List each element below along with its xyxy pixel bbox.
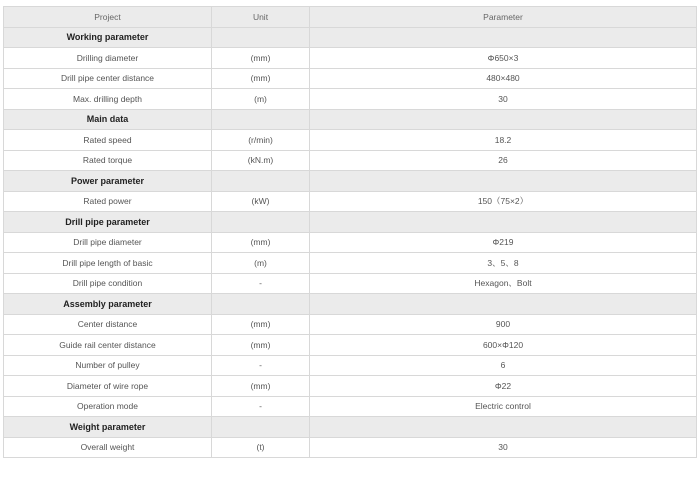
section-empty-cell [310,171,697,192]
parameter-cell: 150（75×2） [310,191,697,212]
table-row [4,376,697,397]
unit-cell: (m) [212,253,310,274]
unit-cell: (kW) [212,191,310,212]
unit-cell: - [212,396,310,417]
parameter-cell: 480×480 [310,68,697,89]
header-parameter: Parameter [310,7,697,28]
section-empty-cell [212,109,310,130]
header-project: Project [4,7,212,28]
project-cell: Drilling diameter [4,48,212,69]
table-row [4,437,697,458]
section-row-main-data [4,109,697,130]
table-row [4,150,697,171]
section-title: Weight parameter [4,417,212,438]
table-row [4,355,697,376]
unit-cell: (mm) [212,335,310,356]
unit-cell: (m) [212,89,310,110]
section-empty-cell [212,417,310,438]
section-row-assembly [4,294,697,315]
parameter-cell: Φ22 [310,376,697,397]
unit-cell: (mm) [212,48,310,69]
section-empty-cell [310,294,697,315]
parameter-cell: 30 [310,437,697,458]
section-row-power [4,171,697,192]
section-title: Working parameter [4,27,212,48]
section-title: Main data [4,109,212,130]
parameter-cell: Hexagon、Bolt [310,273,697,294]
unit-cell: - [212,355,310,376]
section-title: Drill pipe parameter [4,212,212,233]
project-cell: Drill pipe length of basic [4,253,212,274]
parameter-cell: 18.2 [310,130,697,151]
section-empty-cell [212,294,310,315]
section-title: Assembly parameter [4,294,212,315]
table-row [4,232,697,253]
header-unit: Unit [212,7,310,28]
table-row [4,396,697,417]
table-row [4,89,697,110]
project-cell: Drill pipe condition [4,273,212,294]
table-row [4,191,697,212]
section-empty-cell [310,417,697,438]
section-row-drill-pipe [4,212,697,233]
table-row [4,253,697,274]
parameter-cell: 3、5、8 [310,253,697,274]
project-cell: Max. drilling depth [4,89,212,110]
spec-table [3,6,697,458]
section-empty-cell [212,212,310,233]
unit-cell: - [212,273,310,294]
section-row-weight [4,417,697,438]
parameter-cell: 900 [310,314,697,335]
unit-cell: (t) [212,437,310,458]
table-row [4,335,697,356]
table-row [4,130,697,151]
unit-cell: (kN.m) [212,150,310,171]
parameter-cell: 30 [310,89,697,110]
section-empty-cell [212,171,310,192]
unit-cell: (mm) [212,314,310,335]
table-header-row [4,7,697,28]
section-empty-cell [310,212,697,233]
project-cell: Rated power [4,191,212,212]
table-row [4,314,697,335]
unit-cell: (mm) [212,68,310,89]
parameter-cell: 600×Φ120 [310,335,697,356]
project-cell: Rated speed [4,130,212,151]
section-row-working [4,27,697,48]
parameter-cell: Φ650×3 [310,48,697,69]
section-empty-cell [310,27,697,48]
table-row [4,273,697,294]
table-row [4,68,697,89]
table-row [4,48,697,69]
section-empty-cell [310,109,697,130]
project-cell: Rated torque [4,150,212,171]
unit-cell: (mm) [212,376,310,397]
project-cell: Diameter of wire rope [4,376,212,397]
section-empty-cell [212,27,310,48]
parameter-cell: 26 [310,150,697,171]
project-cell: Operation mode [4,396,212,417]
parameter-cell: Φ219 [310,232,697,253]
project-cell: Number of pulley [4,355,212,376]
project-cell: Center distance [4,314,212,335]
project-cell: Overall weight [4,437,212,458]
project-cell: Guide rail center distance [4,335,212,356]
parameter-cell: 6 [310,355,697,376]
unit-cell: (r/min) [212,130,310,151]
section-title: Power parameter [4,171,212,192]
project-cell: Drill pipe diameter [4,232,212,253]
parameter-cell: Electric control [310,396,697,417]
project-cell: Drill pipe center distance [4,68,212,89]
unit-cell: (mm) [212,232,310,253]
